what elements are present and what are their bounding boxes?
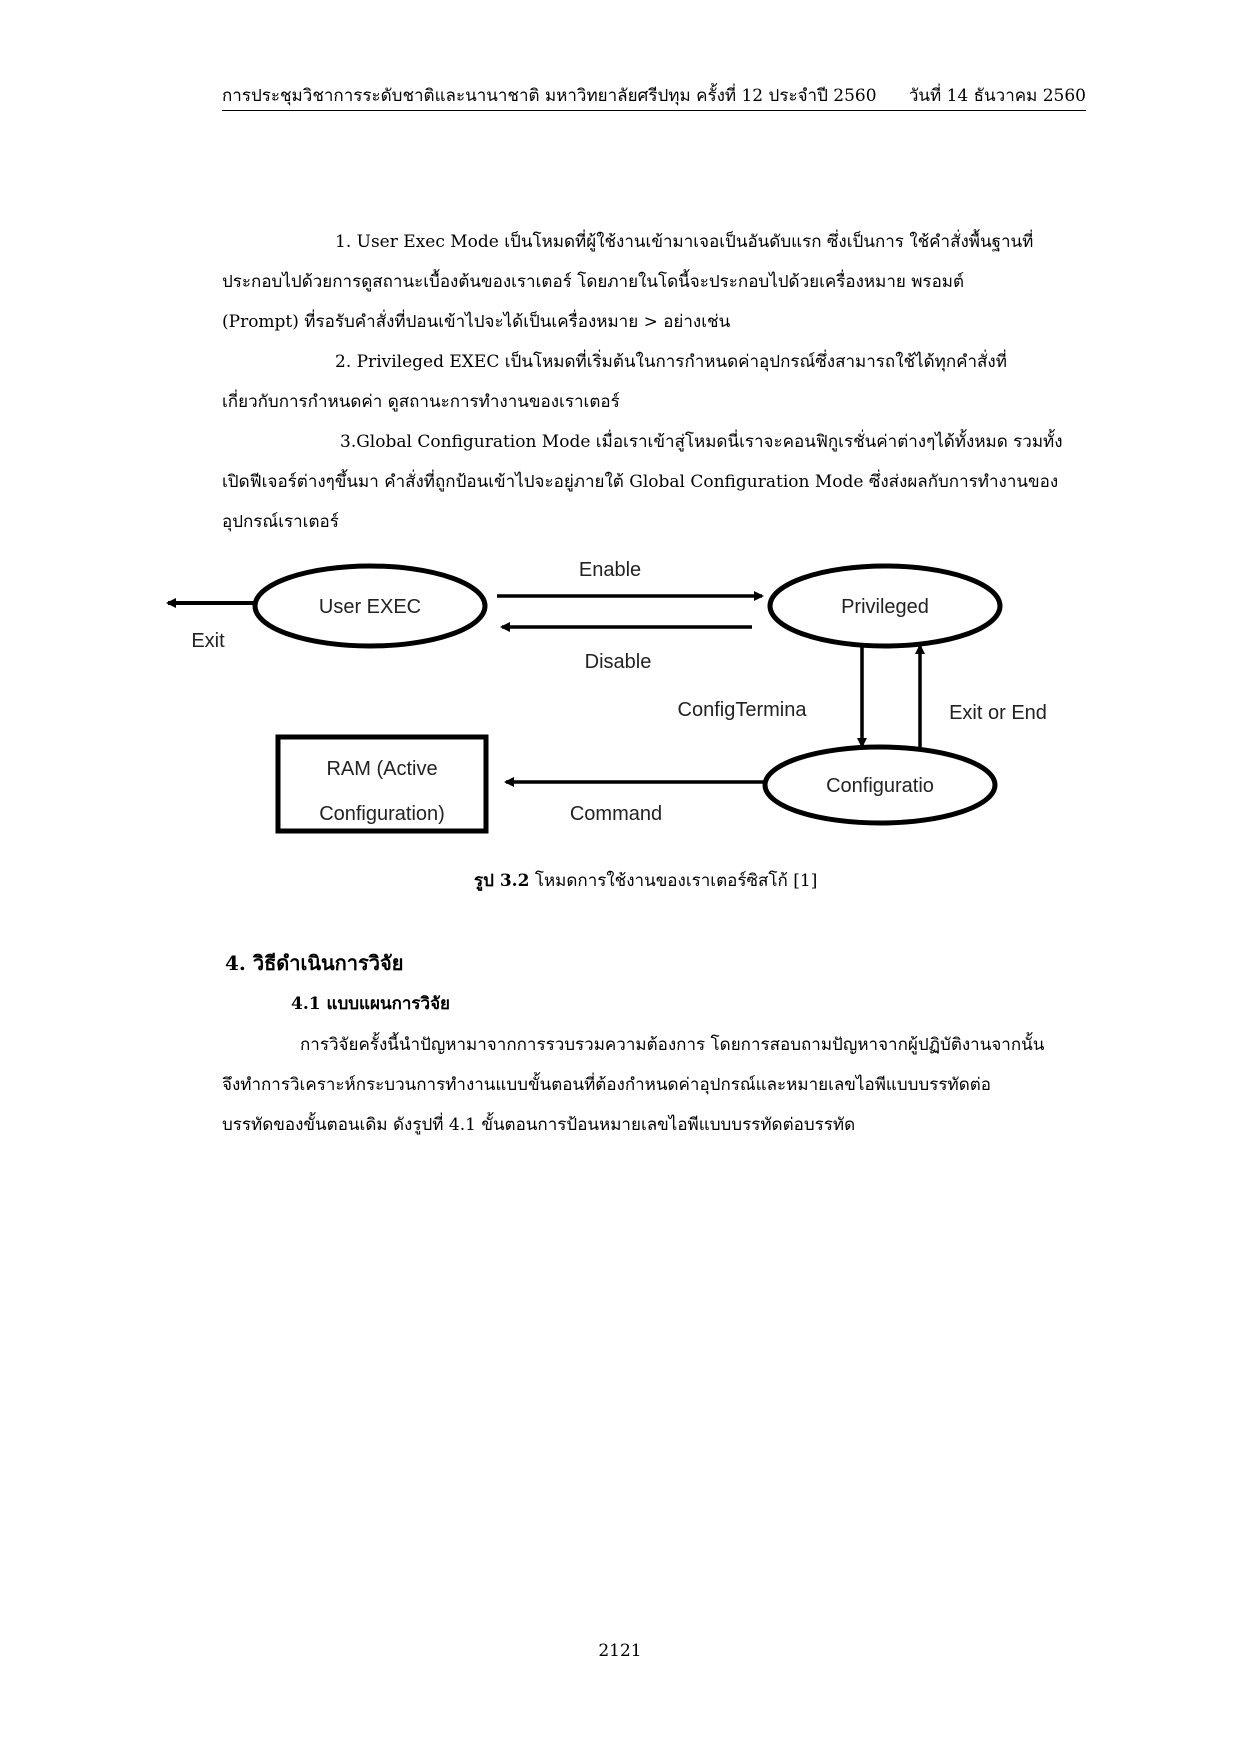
section-heading: 4. วิธีดำเนินการวิจัย <box>225 951 404 975</box>
command-label: Command <box>569 803 663 825</box>
s4-p-line3: บรรทัดของขั้นตอนเดิม ดังรูปที่ 4.1 ขั้นตอนการป้อนหมายเลขไอพีแบบบรรทัดต่อบรรทัด <box>222 1115 856 1135</box>
p2-line2: เกี่ยวกับการกำหนดค่า ดูสถานะการทำงานของเราเตอร์ <box>222 392 620 412</box>
configuration-label: Configuratio <box>826 775 934 797</box>
header-date: วันที่ 14 ธันวาคม 2560 <box>908 86 1086 106</box>
p1-line2: ประกอบไปด้วยการดูสถานะเบื้องต้นของเราเตอร์ โดยภายในโดนี้จะประกอบไปด้วยเครื่องหมาย พรอมต์ <box>222 272 965 292</box>
page-number: 2121 <box>598 1641 642 1661</box>
p1-line3: (Prompt) ที่รอรับคำสั่งที่ปอนเข้าไปจะได้เป็นเครื่องหมาย > อย่างเช่น <box>222 312 731 332</box>
p1-line1: 1. User Exec Mode เป็นโหมดที่ผู้ใช้งานเข้ามาเจอเป็นอันดับแรก ซึ่งเป็นการ ใช้คำสั่งพื้นฐานที่ <box>335 232 1034 252</box>
router-modes-diagram <box>0 545 1240 845</box>
enable-label: Enable <box>578 559 642 581</box>
config-terminal-label: ConfigTermina <box>677 699 807 721</box>
p3-line3: อุปกรณ์เราเตอร์ <box>222 512 339 532</box>
disable-label: Disable <box>584 651 652 673</box>
header-conference-title: การประชุมวิชาการระดับชาติและนานาชาติ มหาวิทยาลัยศรีปทุม ครั้งที่ 12 ประจำปี 2560 <box>222 86 877 106</box>
exit-label: Exit <box>191 630 225 652</box>
ram-label-line2: Configuration) <box>319 803 445 825</box>
figure-caption-label: รูป 3.2 <box>474 871 530 891</box>
exit-or-end-label: Exit or End <box>949 702 1047 724</box>
p3-line2: เปิดฟีเจอร์ต่างๆขึ้นมา คำสั่งที่ถูกป้อนเข้าไปจะอยู่ภายใต้ Global Configuration Mode ซึ่งส่งผลกับการทำงานของ <box>222 472 1059 492</box>
header-rule <box>222 110 1086 111</box>
user-exec-label: User EXEC <box>318 596 422 618</box>
ram-label-line1: RAM (Active <box>326 758 438 780</box>
s4-p-line1: การวิจัยครั้งนี้นำปัญหามาจากการรวบรวมความต้องการ โดยการสอบถามปัญหาจากผู้ปฏิบัติงานจากนั้น <box>300 1035 1045 1055</box>
subsection-heading: 4.1 แบบแผนการวิจัย <box>291 994 451 1014</box>
p3-line1: 3.Global Configuration Mode เมื่อเราเข้าสู่โหมดนี่เราจะคอนฟิกูเรชั่นค่าต่างๆได้ทั้งหมด รวมทั้ง <box>340 432 1063 452</box>
p2-line1: 2. Privileged EXEC เป็นโหมดที่เริ่มต้นในการกำหนดค่าอุปกรณ์ซึ่งสามารถใช้ได้ทุกคำสั่งที่ <box>335 352 1007 372</box>
figure-caption-text: โหมดการใช้งานของเราเตอร์ซิสโก้ [1] <box>534 871 818 891</box>
figure-caption <box>474 867 817 894</box>
privileged-label: Privileged <box>841 596 929 618</box>
s4-p-line2: จึงทำการวิเคราะห์กระบวนการทำงานแบบขั้นตอนที่ต้องกำหนดค่าอุปกรณ์และหมายเลขไอพีแบบบรรทัดต่อ <box>222 1075 991 1095</box>
